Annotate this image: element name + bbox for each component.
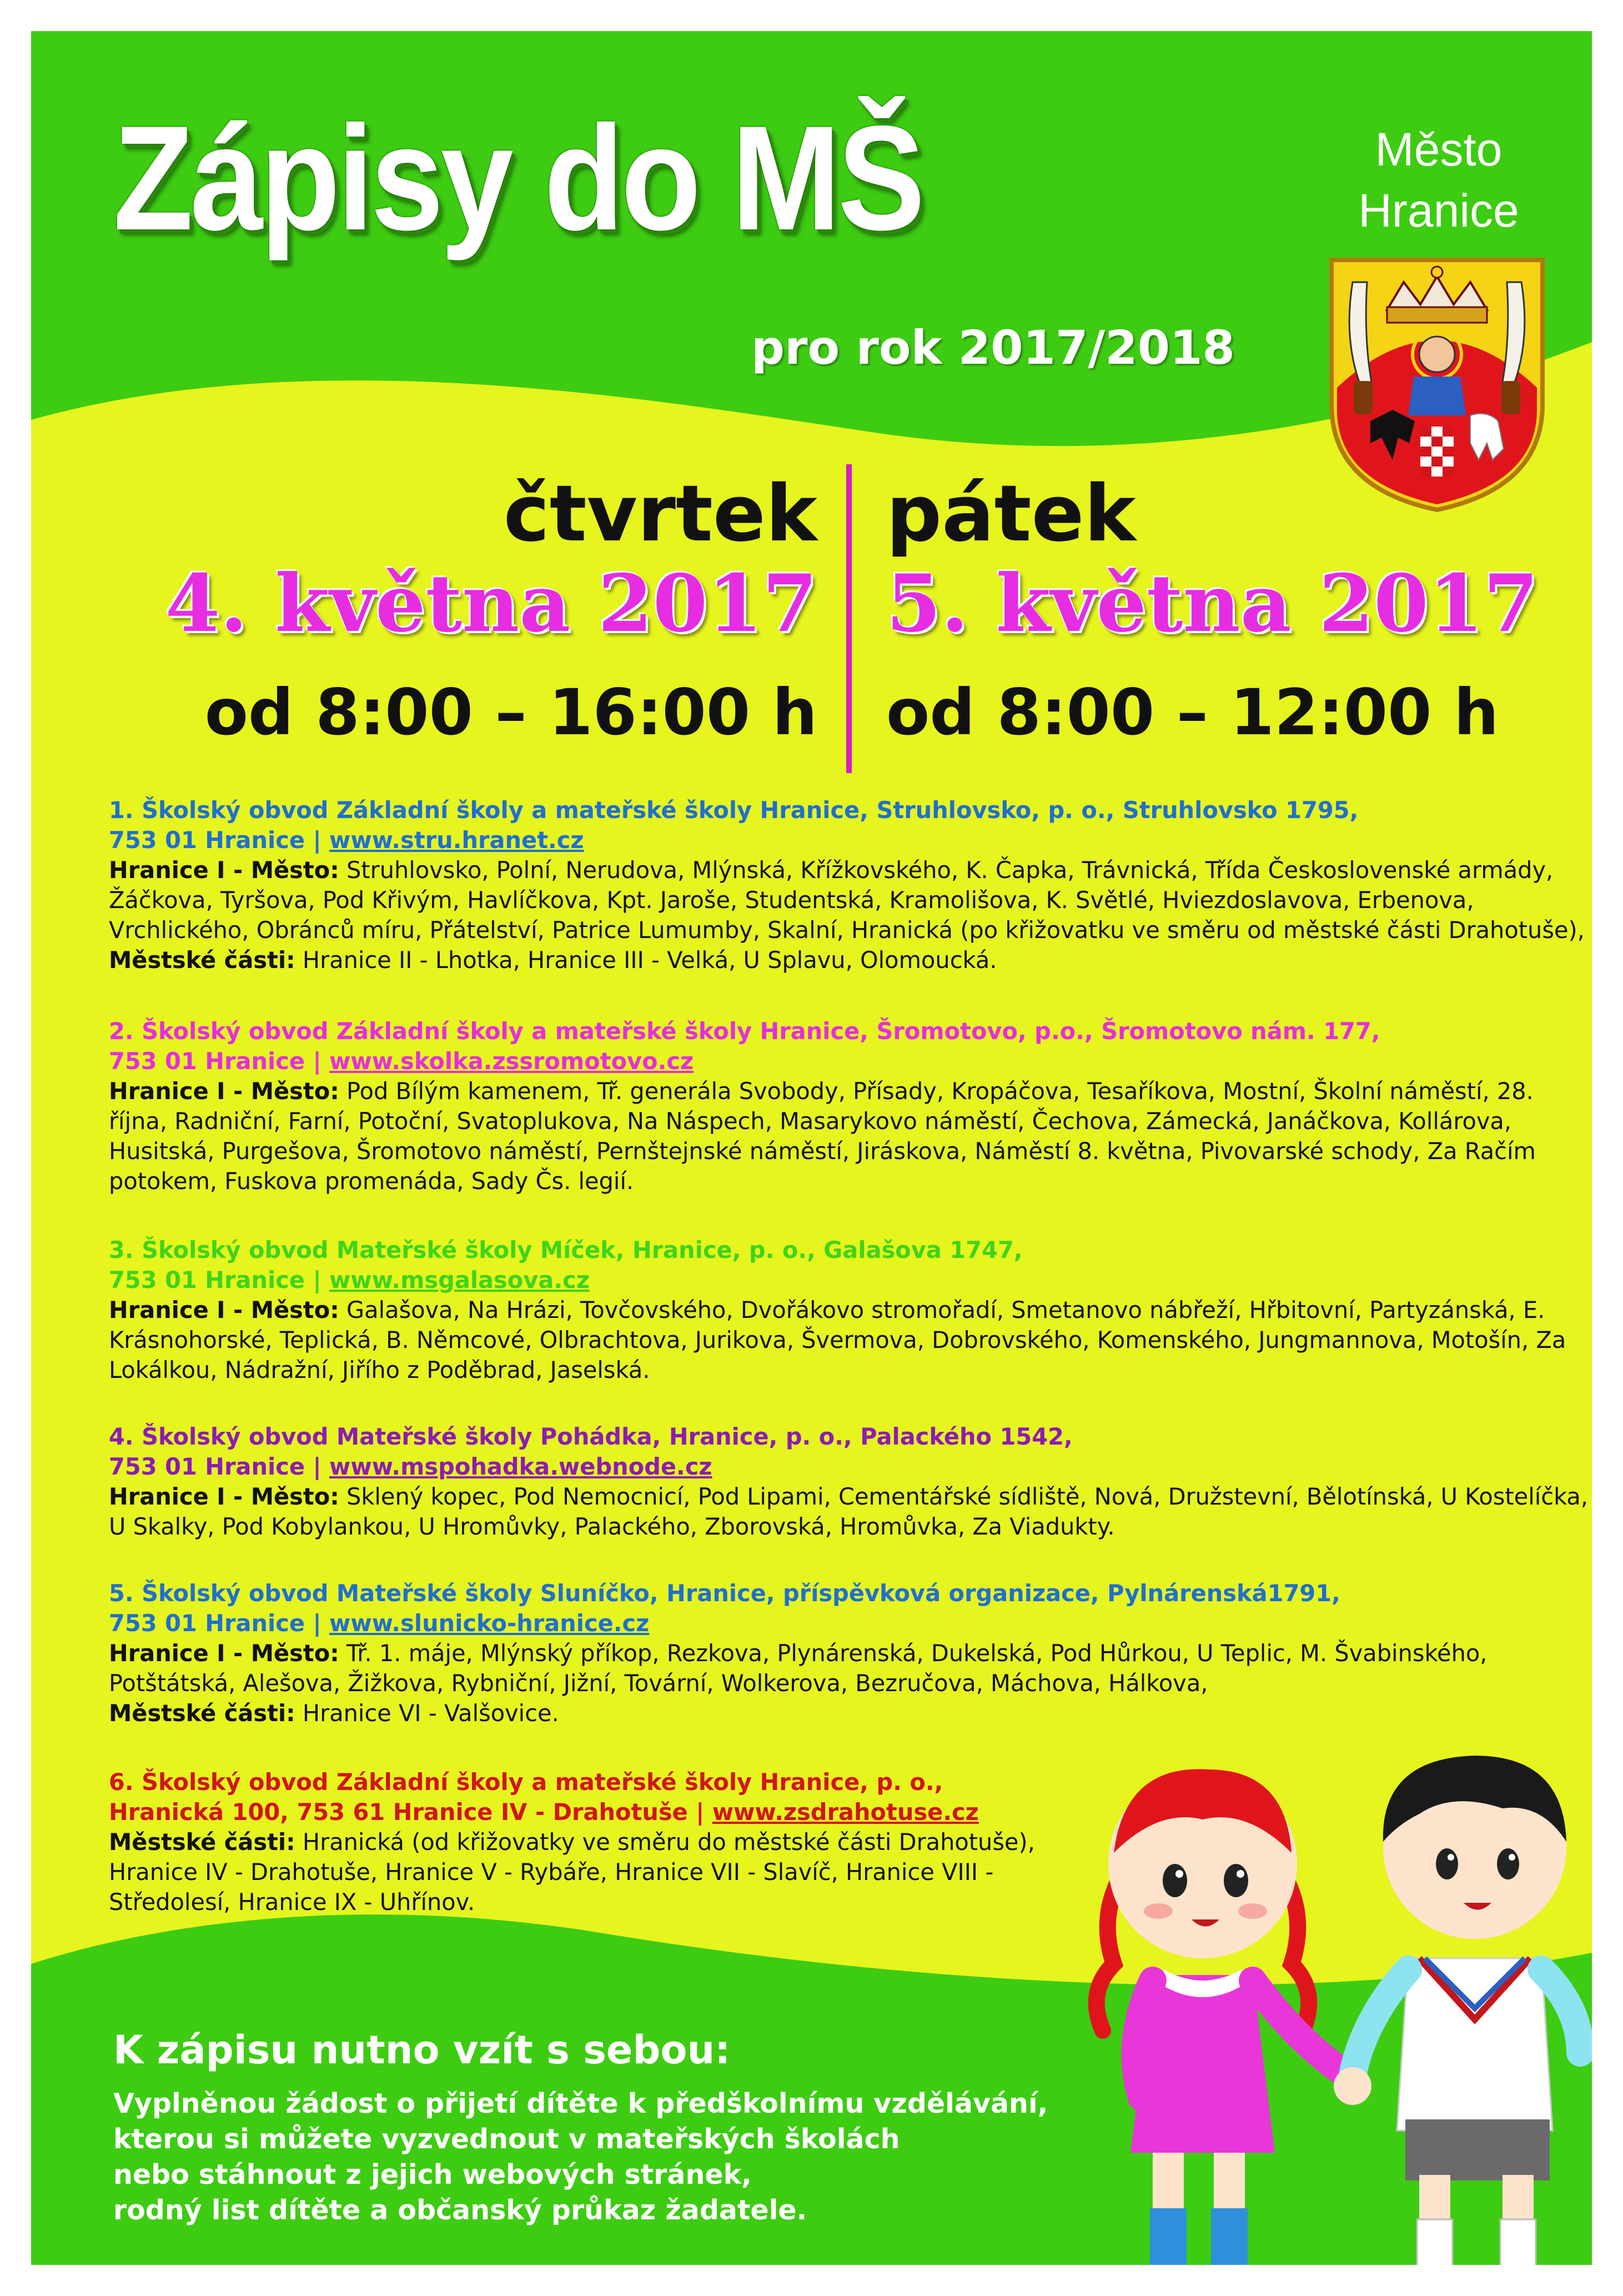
town-name-line1: Město bbox=[1375, 123, 1503, 176]
town-name-line2: Hranice bbox=[1358, 184, 1519, 237]
district-web-link[interactable]: www.skolka.zssromotovo.cz bbox=[329, 1047, 694, 1075]
bring-line: rodný list dítěte a občanský průkaz žadatele. bbox=[113, 2194, 807, 2226]
main-title: Zápisy do MŠ bbox=[113, 94, 922, 261]
school-district-3 bbox=[109, 1235, 1592, 1385]
bring-line: Vyplněnou žádost o přijetí dítěte k předškolnímu vzdělávání, bbox=[113, 2088, 1048, 2119]
district-heading: 6. Školský obvod Základní školy a mateřské školy Hranice, p. o., bbox=[109, 1768, 943, 1796]
district-web-link[interactable]: www.zsdrahotuse.cz bbox=[712, 1798, 979, 1826]
day-date-friday bbox=[886, 558, 1575, 650]
district-streets: Hranice I - Město: Tř. 1. máje, Mlýnský příkop, Rezkova, Plynárenská, Dukelská, Pod Hůrkou, U Teplic, M. Švabinského, Potštátská, Alešova, Žižkova, Rybniční, Jižní, Tovární, Wolkerova, Bezručova, Máchova, Hálkova, bbox=[109, 1640, 1488, 1697]
day-time-friday bbox=[886, 675, 1575, 749]
district-address: 753 01 Hranice | www.skolka.zssromotovo.cz bbox=[109, 1047, 694, 1075]
district-area-label: Hranice I - Město: bbox=[109, 1296, 339, 1324]
bring-line: kterou si můžete vyzvednout v mateřských školách bbox=[113, 2123, 900, 2155]
district-area-label: Hranice I - Město: bbox=[109, 1640, 339, 1667]
bring-line: nebo stáhnout z jejich webových stránek, bbox=[113, 2159, 752, 2190]
boy-figure bbox=[1334, 1756, 1580, 2265]
day-time: od 8:00 – 16:00 h bbox=[204, 675, 817, 749]
district-area-label: Městské části: bbox=[109, 946, 295, 974]
school-district-6 bbox=[109, 1767, 1064, 1917]
district-heading: 1. Školský obvod Základní školy a mateřské školy Hranice, Struhlovsko, p. o., Struhlovsko 1795, bbox=[109, 796, 1359, 824]
district-heading: 2. Školský obvod Základní školy a mateřské školy Hranice, Šromotovo, p.o., Šromotovo nám. 177, bbox=[109, 1017, 1380, 1045]
school-district-1 bbox=[109, 795, 1592, 975]
day-date: 5. května 2017 bbox=[886, 558, 1539, 650]
day-time-thursday bbox=[131, 675, 817, 749]
district-area-label: Městské části: bbox=[109, 1828, 295, 1856]
district-parts: Městské části: Hranice VI - Valšovice. bbox=[109, 1700, 559, 1727]
girl-figure bbox=[1097, 1769, 1347, 2265]
school-district-4 bbox=[109, 1422, 1592, 1542]
district-streets: Hranice I - Město: Pod Bílým kamenem, Tř. generála Svobody, Přísady, Kropáčova, Tesaříkova, Mostní, Školní náměstí, 28. října, Radniční, Farní, Potoční, Svatoplukova, Na Náspech, Masarykovo náměstí, Čechova, Zámecká, Janáčkova, Kollárova, Husitská, Purgešova, Šromotovo náměstí, Pernštejnské náměstí, Jiráskova, Náměstí 8. května, Pivovarské schody, Za Račím potokem, Fuskova promenáda, Sady Čs. legií. bbox=[109, 1077, 1536, 1195]
district-address: Hranická 100, 753 61 Hranice IV - Drahotuše | www.zsdrahotuse.cz bbox=[109, 1798, 979, 1826]
day-time: od 8:00 – 12:00 h bbox=[886, 675, 1499, 749]
district-streets: Hranice I - Město: Galašova, Na Hrázi, Tovčovského, Dvořákovo stromořadí, Smetanovo nábřeží, Hřbitovní, Partyzánská, E. Krásnohorské, Teplická, B. Němcové, Olbrachtova, Jurikova, Švermova, Dobrovského, Komenského, Jungmannova, Motošín, Za Lokálkou, Nádražní, Jiřího z Poděbrad, Jaselská. bbox=[109, 1296, 1566, 1383]
district-address: 753 01 Hranice | www.mspohadka.webnode.cz bbox=[109, 1453, 712, 1480]
district-parts: Městské části: Hranice II - Lhotka, Hranice III - Velká, U Splavu, Olomoucká. bbox=[109, 946, 997, 974]
school-district-2 bbox=[109, 1016, 1592, 1196]
day-block-friday bbox=[886, 469, 1575, 559]
district-web-link[interactable]: www.slunicko-hranice.cz bbox=[329, 1610, 650, 1637]
district-web-link[interactable]: www.msgalasova.cz bbox=[329, 1266, 590, 1294]
town-name bbox=[1341, 119, 1536, 241]
district-area-label: Hranice I - Město: bbox=[109, 1077, 339, 1105]
district-web-link[interactable]: www.mspohadka.webnode.cz bbox=[329, 1453, 712, 1480]
day-name: čtvrtek bbox=[503, 469, 817, 559]
children-illustration bbox=[1064, 1731, 1592, 2265]
district-heading: 5. Školský obvod Mateřské školy Sluníčko, Hranice, příspěvková organizace, Pylnárenská1791, bbox=[109, 1580, 1340, 1607]
district-streets: Hranice I - Město: Struhlovsko, Polní, Nerudova, Mlýnská, Křížkovského, K. Čapka, Trávnická, Třída Československé armády, Žáčkova, Tyršova, Pod Křivým, Havlíčkova, Kpt. Jaroše, Studentská, Kramolišova, K. Světlé, Hviezdoslavova, Erbenova, Vrchlického, Obránců míru, Přátelství, Patrice Lumumby, Skalní, Hranická (po křižovatku ve směru od městské části Drahotuše), bbox=[109, 856, 1585, 944]
day-date-thursday bbox=[131, 558, 817, 650]
school-district-5 bbox=[109, 1578, 1592, 1728]
district-heading: 3. Školský obvod Mateřské školy Míček, Hranice, p. o., Galašova 1747, bbox=[109, 1236, 1023, 1264]
district-area-label: Hranice I - Město: bbox=[109, 856, 339, 884]
district-area-label: Městské části: bbox=[109, 1700, 295, 1727]
day-divider bbox=[846, 464, 852, 773]
district-web-link[interactable]: www.stru.hranet.cz bbox=[329, 826, 584, 854]
day-date: 4. května 2017 bbox=[165, 558, 817, 650]
district-address: 753 01 Hranice | www.msgalasova.cz bbox=[109, 1266, 590, 1294]
day-block-thursday bbox=[131, 469, 817, 559]
subtitle: pro rok 2017/2018 bbox=[751, 320, 1235, 375]
district-address: 753 01 Hranice | www.stru.hranet.cz bbox=[109, 826, 584, 854]
bring-title: K zápisu nutno vzít s sebou: bbox=[113, 2027, 731, 2073]
district-address: 753 01 Hranice | www.slunicko-hranice.cz bbox=[109, 1610, 650, 1637]
district-area-label: Hranice I - Město: bbox=[109, 1483, 339, 1510]
district-streets: Hranice I - Město: Sklený kopec, Pod Nemocnicí, Pod Lipami, Cementářské sídliště, Nová, Družstevní, Bělotínská, U Kostelíčka, U Skalky, Pod Kobylankou, U Hromůvky, Palackého, Zborovská, Hromůvka, Za Viadukty. bbox=[109, 1483, 1589, 1540]
day-name: pátek bbox=[886, 469, 1136, 559]
district-heading: 4. Školský obvod Mateřské školy Pohádka, Hranice, p. o., Palackého 1542, bbox=[109, 1423, 1073, 1450]
district-parts: Městské části: Hranická (od křižovatky ve směru do městské části Drahotuše), Hranice IV - Drahotuše, Hranice V - Rybáře, Hranice VII - Slavíč, Hranice VIII - Středolesí, Hranice IX - Uhřínov. bbox=[109, 1828, 1035, 1916]
poster bbox=[31, 31, 1592, 2265]
